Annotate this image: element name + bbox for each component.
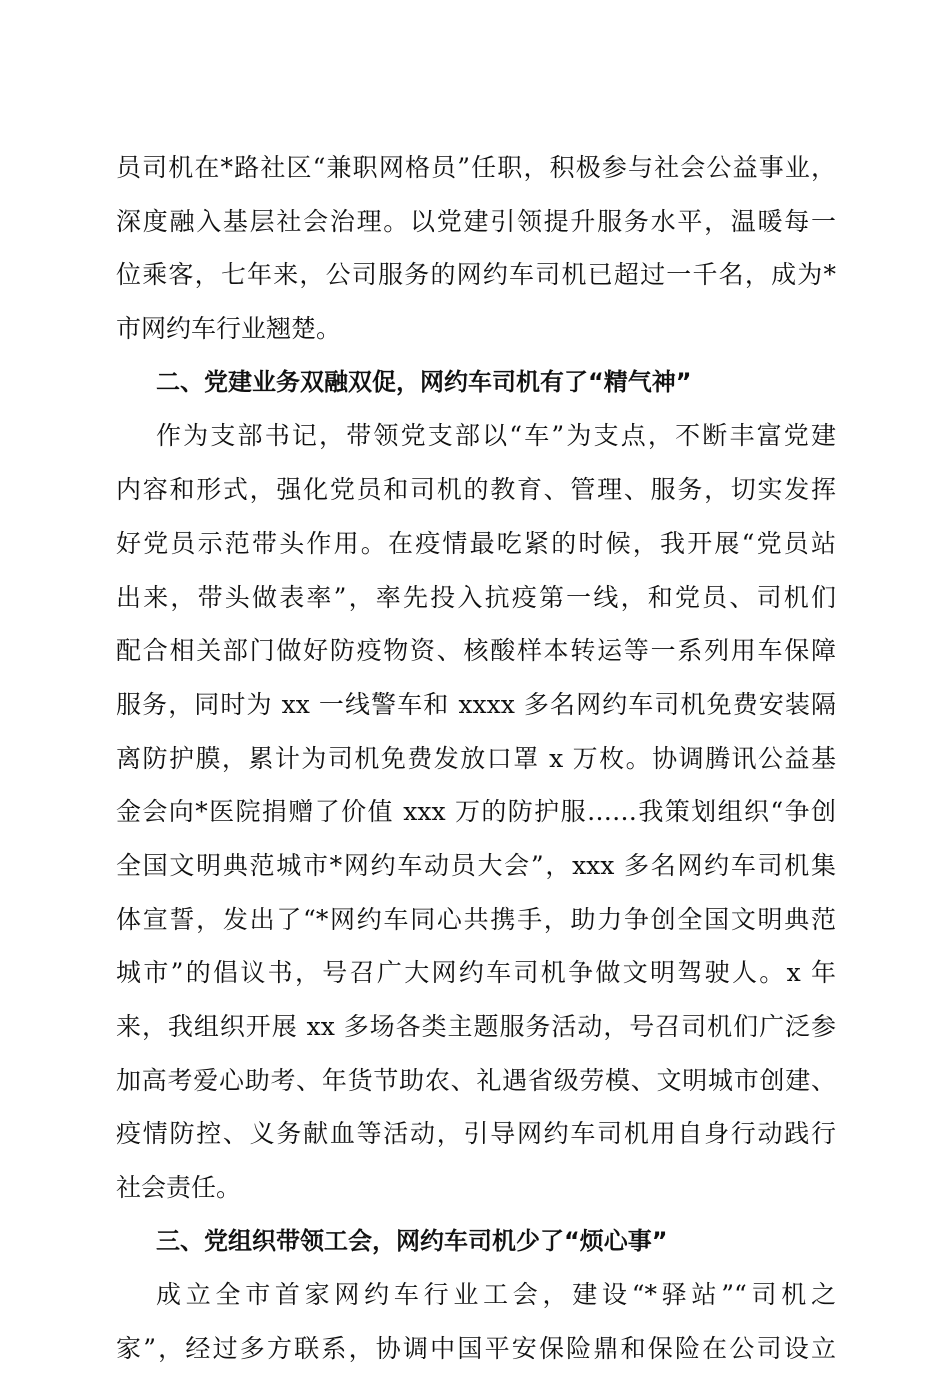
document-body (116, 141, 836, 1376)
text-line: 离防护膜，累计为司机免费发放口罩 x 万枚。协调腾讯公益基 (116, 743, 836, 773)
text-line: 社会责任。 (116, 1173, 242, 1203)
text-line: 配合相关部门做好防疫物资、核酸样本转运等一系列用车保障 (116, 636, 836, 666)
paragraph-1 (116, 141, 836, 356)
paragraph-3 (116, 1268, 836, 1375)
text-line: 市网约车行业翘楚。 (116, 314, 342, 344)
text-line: 作为支部书记，带领党支部以“车”为支点，不断丰富党建 (156, 421, 836, 451)
section-heading-3: 三、党组织带领工会，网约车司机少了“烦心事” (156, 1226, 668, 1255)
text-line: 全国文明典范城市*网约车动员大会”，xxx 多名网约车司机集 (116, 850, 836, 880)
text-line: 家”，经过多方联系，协调中国平安保险鼎和保险在公司设立 (116, 1334, 836, 1364)
text-line: 好党员示范带头作用。在疫情最吃紧的时候，我开展“党员站 (116, 528, 836, 558)
text-line: 疫情防控、义务献血等活动，引导网约车司机用自身行动践行 (116, 1119, 836, 1149)
text-line: 位乘客，七年来，公司服务的网约车司机已超过一千名，成为* (116, 260, 836, 290)
section-heading-2: 二、党建业务双融双促，网约车司机有了“精气神” (156, 367, 692, 396)
text-line: 成立全市首家网约车行业工会，建设“*驿站”“司机之 (156, 1280, 836, 1310)
text-line: 员司机在*路社区“兼职网格员”任职，积极参与社会公益事业， (116, 153, 836, 182)
text-line: 来，我组织开展 xx 多场各类主题服务活动，号召司机们广泛参 (116, 1012, 836, 1041)
paragraph-2 (116, 409, 836, 1214)
text-line: 金会向*医院捐赠了价值 xxx 万的防护服……我策划组织“争创 (116, 797, 836, 827)
text-line: 深度融入基层社会治理。以党建引领提升服务水平，温暖每一 (116, 206, 836, 236)
text-line: 城市”的倡议书，号召广大网约车司机争做文明驾驶人。x 年 (116, 958, 836, 988)
text-line: 加高考爱心助考、年货节助农、礼遇省级劳模、文明城市创建、 (116, 1065, 836, 1095)
text-line: 体宣誓，发出了“*网约车同心共携手，助力争创全国文明典范 (116, 904, 836, 934)
text-line: 内容和形式，强化党员和司机的教育、管理、服务，切实发挥 (116, 475, 836, 505)
text-line: 服务，同时为 xx 一线警车和 xxxx 多名网约车司机免费安装隔 (116, 689, 836, 719)
text-line: 出来，带头做表率”，率先投入抗疫第一线，和党员、司机们 (116, 582, 836, 612)
